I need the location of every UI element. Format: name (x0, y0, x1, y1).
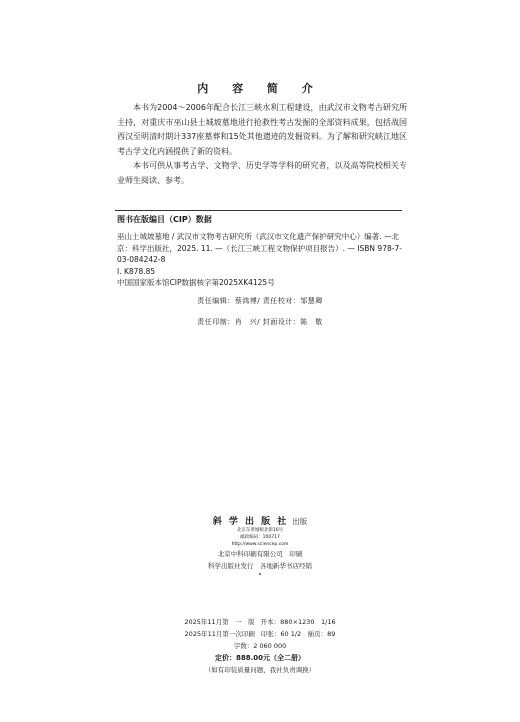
publisher-postcode: 邮政编码：100717 (240, 535, 280, 540)
credits-editors (0, 296, 520, 306)
quality-notice: （如有印装质量问题，我社负责调换） (204, 666, 316, 674)
separator-star: * (258, 572, 262, 579)
price: 定价：888.00元（全二册） (214, 654, 305, 662)
editor-label: 责任编辑： (197, 297, 235, 305)
format-size: 开本：880×1230 1/16 (260, 618, 336, 626)
publisher-block (0, 514, 520, 579)
credits-production (0, 317, 520, 327)
proof-name: 邹慧卿 (300, 297, 323, 305)
edition-block (0, 616, 520, 676)
cip-title: 图书在版编目（CIP）数据 (117, 215, 212, 224)
publisher-line (0, 514, 520, 527)
cip-line-1: 巫山土城坡墓地 / 武汉市文物考古研究所（武汉市文化遗产保护研究中心）编著. —北京：科学出版社，2025. 11. —（长江三峡工程文物保护项目报告）. — ISBN 978-7-03-084242-8 (117, 232, 402, 264)
cip-line-3: 中国国家版本馆CIP数据核字第2025XK4125号 (117, 278, 275, 287)
sheets-plates: 印张：60 1/2 插页：89 (260, 630, 336, 638)
edition-date: 2025年11月第 一 版 (184, 618, 255, 626)
intro-heading: 内 容 简 介 (197, 82, 323, 95)
cover-name: 陈 敬 (300, 318, 323, 326)
cip-top-rule (115, 210, 402, 211)
word-count: 字数：2 060 000 (233, 642, 287, 650)
edition-row-1 (0, 616, 520, 628)
cip-body (117, 231, 403, 289)
publisher-website: http://www.sciencep.com (231, 542, 289, 547)
cip-line-2: Ⅰ. K878.85 (117, 266, 156, 276)
cover-label: / 封面设计： (257, 318, 301, 326)
print-label: 责任印制： (197, 318, 235, 326)
intro-paragraph-2: 本书可供从事考古学、文物学、历史学等学科的研究者，以及高等院校相关专业师生阅读、参考。 (117, 161, 407, 185)
edition-row-2 (0, 628, 520, 640)
publisher-suffix: 出版 (292, 517, 308, 526)
editor-name: 蔡鸿博 (234, 297, 258, 305)
printer: 北京中科印刷有限公司 印刷 (217, 550, 303, 558)
intro-paragraph-1: 本书为2004～2006年配合长江三峡水利工程建设，由武汉市文物考古研究所主持，对重庆市巫山县土城坡墓地进行抢救性考古发掘的全部资料成果，包括战国西汉至明清时期计337座墓葬和15处其他遗迹的发掘资料。为了解和研究峡江地区考古学文化内涵提供了新的资料。 (117, 103, 407, 156)
intro-body (117, 101, 407, 188)
print-date: 2025年11月第一次印刷 (184, 630, 255, 638)
publisher-address: 北京东黄城根北街16号 (236, 528, 284, 533)
print-name: 肖 兴 (234, 318, 258, 326)
distributor: 科学出版社发行 各地新华书店经销 (208, 562, 312, 570)
publisher-name: 斜 学 出 版 社 (212, 517, 289, 527)
proof-label: / 责任校对： (257, 297, 301, 305)
